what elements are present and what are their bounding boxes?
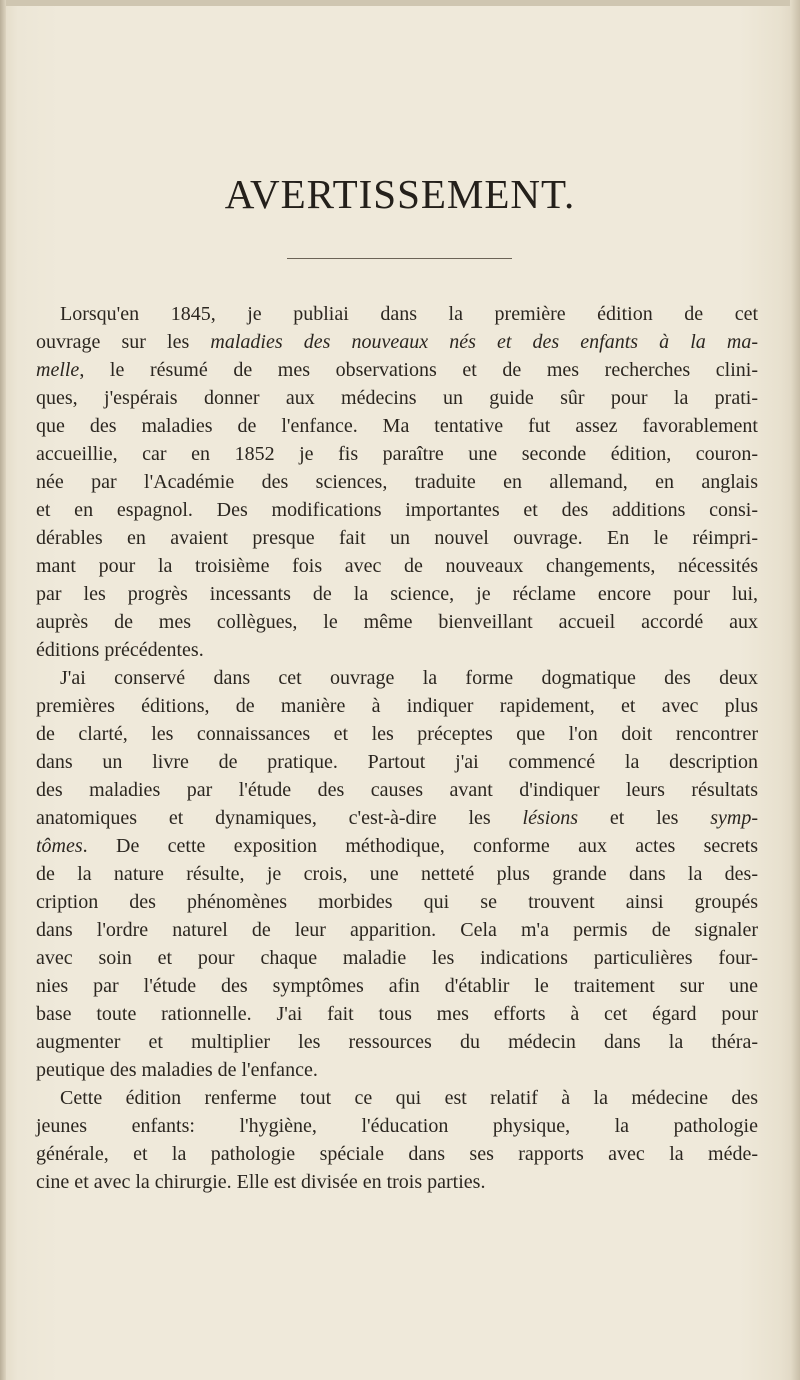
title-rule	[287, 258, 512, 259]
text-run: augmenter et multiplier les ressources du médecin dans la théra-	[36, 1031, 758, 1053]
text-line	[36, 440, 758, 468]
text-line	[36, 412, 758, 440]
text-line	[36, 1056, 758, 1084]
text-line	[36, 1112, 758, 1140]
text-run: ouvrage sur les	[36, 331, 211, 353]
text-line	[36, 832, 758, 860]
text-run: des maladies par l'étude des causes avant d'indiquer leurs résultats	[36, 779, 758, 801]
text-run: , le résumé de mes observations et de mes recherches clini-	[79, 359, 758, 381]
text-line	[36, 1140, 758, 1168]
text-line	[36, 496, 758, 524]
text-run: dans l'ordre naturel de leur apparition. Cela m'a permis de signaler	[36, 919, 758, 941]
text-line	[36, 664, 758, 692]
text-line	[36, 748, 758, 776]
page-top-edge	[0, 0, 800, 6]
text-run: . De cette exposition méthodique, conforme aux actes secrets	[82, 835, 758, 857]
text-run: dérables en avaient presque fait un nouvel ouvrage. En le réimpri-	[36, 527, 758, 549]
text-run: ques, j'espérais donner aux médecins un guide sûr pour la prati-	[36, 387, 758, 409]
text-run: J'ai conservé dans cet ouvrage la forme dogmatique des deux	[60, 667, 758, 689]
text-line	[36, 972, 758, 1000]
text-line	[36, 860, 758, 888]
text-run: anatomiques et dynamiques, c'est-à-dire les	[36, 807, 523, 829]
italic-run: symp-	[710, 807, 758, 829]
text-line	[36, 692, 758, 720]
text-run: Cette édition renferme tout ce qui est relatif à la médecine des	[60, 1087, 758, 1109]
italic-run: lésions	[522, 807, 579, 829]
text-line	[36, 1168, 758, 1196]
italic-run: tômes	[36, 835, 83, 857]
page-title: AVERTISSEMENT.	[224, 171, 576, 217]
paragraph	[36, 1084, 758, 1196]
text-run: que des maladies de l'enfance. Ma tentative fut assez favorablement	[36, 415, 758, 437]
text-run: et en espagnol. Des modifications importantes et des additions consi-	[36, 499, 758, 521]
text-run: dans un livre de pratique. Partout j'ai commencé la description	[36, 751, 758, 773]
paragraph	[36, 300, 758, 664]
text-line	[36, 608, 758, 636]
text-run: de la nature résulte, je crois, une netteté plus grande dans la des-	[36, 863, 758, 885]
text-run: née par l'Académie des sciences, traduite en allemand, en anglais	[36, 471, 758, 493]
text-line	[36, 776, 758, 804]
text-run: cription des phénomènes morbides qui se trouvent ainsi groupés	[36, 891, 758, 913]
text-run: nies par l'étude des symptômes afin d'établir le traitement sur une	[36, 975, 758, 997]
text-run: éditions précédentes.	[36, 639, 204, 661]
italic-run: maladies des nouveaux nés et des enfants à la ma-	[210, 331, 758, 353]
text-run: de clarté, les connaissances et les préceptes que l'on doit rencontrer	[36, 723, 758, 745]
text-run: jeunes enfants: l'hygiène, l'éducation physique, la pathologie	[36, 1115, 758, 1137]
text-line	[36, 636, 758, 664]
text-run: auprès de mes collègues, le même bienveillant accueil accordé aux	[36, 611, 758, 633]
text-run: mant pour la troisième fois avec de nouveaux changements, nécessités	[36, 555, 758, 577]
text-line	[36, 580, 758, 608]
text-line	[36, 552, 758, 580]
text-line	[36, 804, 758, 832]
text-line	[36, 468, 758, 496]
text-line	[36, 1028, 758, 1056]
text-run: avec soin et pour chaque maladie les indications particulières four-	[36, 947, 758, 969]
text-line	[36, 524, 758, 552]
text-run: base toute rationnelle. J'ai fait tous mes efforts à cet égard pour	[36, 1003, 758, 1025]
text-line	[36, 916, 758, 944]
text-line	[36, 888, 758, 916]
text-line	[36, 720, 758, 748]
text-run: accueillie, car en 1852 je fis paraître une seconde édition, couron-	[36, 443, 758, 465]
text-run: par les progrès incessants de la science, je réclame encore pour lui,	[36, 583, 758, 605]
text-run: Lorsqu'en 1845, je publiai dans la première édition de cet	[60, 303, 758, 325]
text-run: premières éditions, de manière à indiquer rapidement, et avec plus	[36, 695, 758, 717]
text-line	[36, 384, 758, 412]
text-line	[36, 300, 758, 328]
text-run: et les	[578, 807, 711, 829]
text-line	[36, 1084, 758, 1112]
text-line	[36, 944, 758, 972]
text-line	[36, 328, 758, 356]
text-run: générale, et la pathologie spéciale dans ses rapports avec la méde-	[36, 1143, 758, 1165]
italic-run: melle	[36, 359, 80, 381]
paragraph	[36, 664, 758, 1084]
text-line	[36, 356, 758, 384]
body-text	[36, 300, 758, 1196]
text-run: peutique des maladies de l'enfance.	[36, 1059, 318, 1081]
text-line	[36, 1000, 758, 1028]
text-run: cine et avec la chirurgie. Elle est divisée en trois parties.	[36, 1171, 486, 1193]
